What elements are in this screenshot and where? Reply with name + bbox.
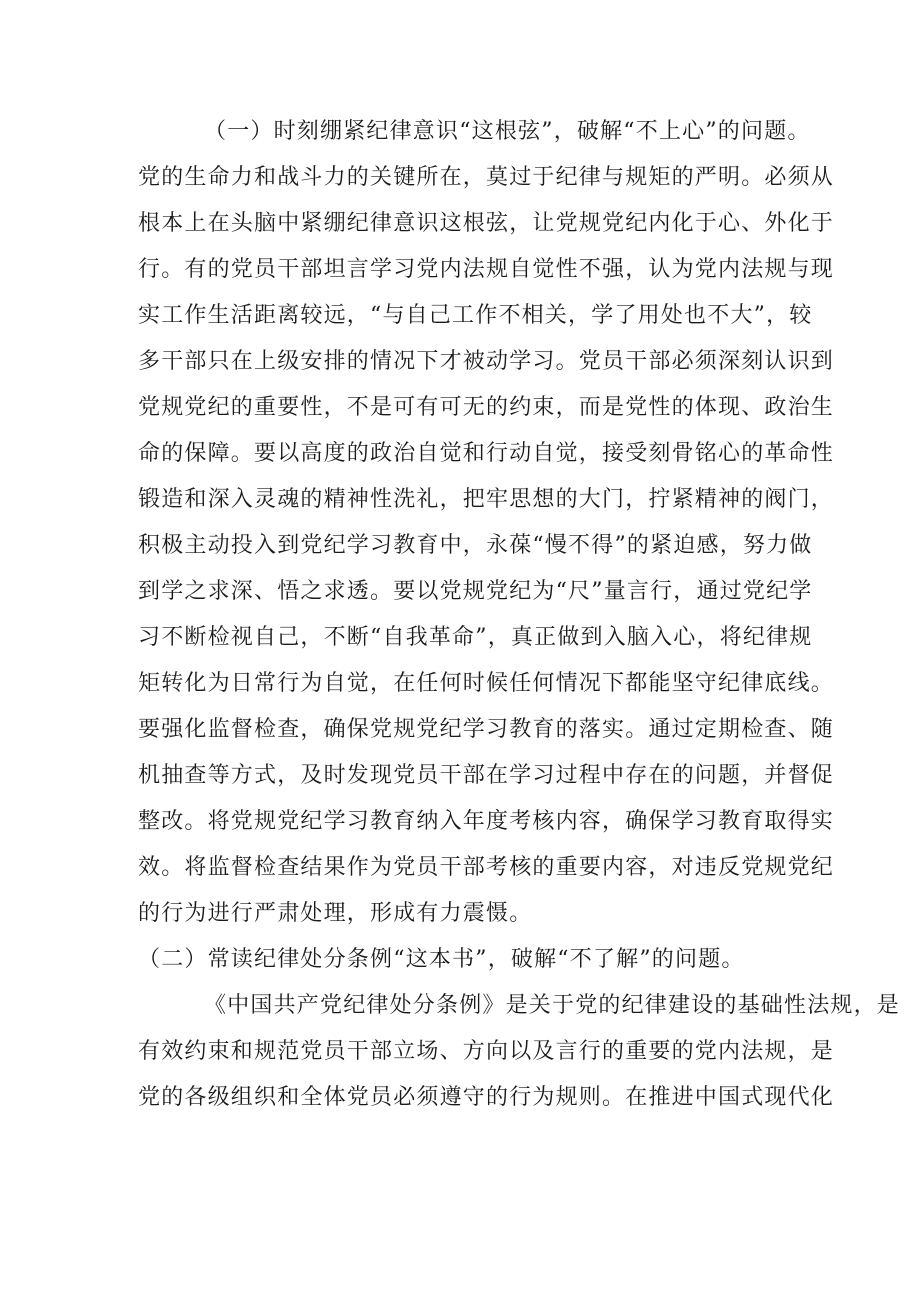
heading-section-1: （一）时刻绷紧纪律意识“这根弦”，破解“不上心”的问题。 xyxy=(204,119,811,144)
paragraph-line: （二）常读纪律处分条例“这本书”，破解“不了解”的问题。 xyxy=(138,947,745,972)
paragraph-line: 命的保障。要以高度的政治自觉和行动自觉，接受刻骨铭心的革命性 xyxy=(138,441,835,466)
paragraph-line: 根本上在头脑中紧绷纪律意识这根弦，让党规党纪内化于心、外化于 xyxy=(138,211,835,236)
paragraph-line: 积极主动投入到党纪学习教育中，永葆“慢不得”的紧迫感，努力做 xyxy=(138,533,813,558)
paragraph-line: 行。有的党员干部坦言学习党内法规自觉性不强，认为党内法规与现 xyxy=(138,257,835,282)
paragraph-line: 党的生命力和战斗力的关键所在，莫过于纪律与规矩的严明。必须从 xyxy=(138,165,835,190)
paragraph-line: 锻造和深入灵魂的精神性洗礼，把牢思想的大门，拧紧精神的阀门， xyxy=(138,487,835,512)
paragraph-line: 多干部只在上级安排的情况下才被动学习。党员干部必须深刻认识到 xyxy=(138,349,835,374)
paragraph-line: 要强化监督检查，确保党规党纪学习教育的落实。通过定期检查、随 xyxy=(138,717,835,742)
paragraph-line: 效。将监督检查结果作为党员干部考核的重要内容，对违反党规党纪 xyxy=(138,855,835,880)
paragraph-line: 机抽查等方式，及时发现党员干部在学习过程中存在的问题，并督促 xyxy=(138,763,835,788)
paragraph-line: 党规党纪的重要性，不是可有可无的约束，而是党性的体现、政治生 xyxy=(138,395,835,420)
paragraph-line: 矩转化为日常行为自觉，在任何时候任何情况下都能坚守纪律底线。 xyxy=(138,671,835,696)
paragraph-line: 有效约束和规范党员干部立场、方向以及言行的重要的党内法规，是 xyxy=(138,1039,835,1064)
paragraph-line: 整改。将党规党纪学习教育纳入年度考核内容，确保学习教育取得实 xyxy=(138,809,835,834)
paragraph-line: 的行为进行严肃处理，形成有力震慑。 xyxy=(138,901,533,926)
paragraph-line: 党的各级组织和全体党员必须遵守的行为规则。在推进中国式现代化 xyxy=(138,1085,835,1110)
paragraph-line: 习不断检视自己，不断“自我革命”，真正做到入脑入心，将纪律规 xyxy=(138,625,813,650)
paragraph-line: 实工作生活距离较远，“与自己工作不相关，学了用处也不大”，较 xyxy=(138,303,813,328)
heading-section-2: 《中国共产党纪律处分条例》是关于党的纪律建设的基础性法规，是 xyxy=(204,993,901,1018)
paragraph-line: 到学之求深、悟之求透。要以党规党纪为“尺”量言行，通过党纪学 xyxy=(138,579,813,604)
